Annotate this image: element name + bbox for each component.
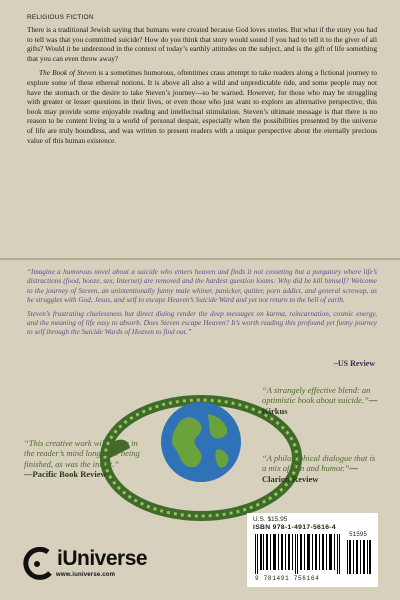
- book-title: The Book of Steven: [39, 68, 97, 78]
- publisher-name: iUniverse: [57, 547, 148, 570]
- addon-code: 51595: [349, 531, 368, 538]
- isbn: ISBN 978-1-4917-5616-4: [253, 524, 336, 531]
- genre-label: RELIGIOUS FICTION: [27, 14, 94, 21]
- kirkus-quote: [262, 385, 380, 416]
- quote-attribution: —Clarion Review: [262, 463, 358, 484]
- quote-text: “This creative work will linger in the reader’s mind long after being finished, as was the intent.”: [24, 438, 140, 469]
- quote-text: “A strangely effective blend: an optimistic book about suicide.”: [262, 385, 371, 406]
- clarion-review-quote: [262, 453, 380, 484]
- review-paragraph-1: “Imagine a humorous novel about a suicide who enters heaven and finds it not cosseting but a purgatory where life’s distractions (food, booze, sex, Internet) are removed and the hardest question looms: Why did he kill himself? Welcome to the journey of Steven, an unintentionally funny male whiner, panicker, quitter, porn addict, and general screwup, as he struggles with God, Jesus, and self to escape Heaven’s Suicide Ward and yet not return to the hell of earth.: [27, 268, 377, 305]
- us-review-attribution: –US Review: [333, 359, 375, 368]
- iuniverse-swoosh-icon: [18, 547, 56, 581]
- ean-number: 9 781491 756164: [255, 575, 320, 582]
- description: [27, 25, 377, 145]
- review-paragraph-2: Steven’s frustrating cluelessness but direct dialog render the deep messages on karma, reincarnation, cosmic energy, and the meaning of life easy to absorb. Does Steven escape Heaven? It’s worth reading this profound yet funny journey to self through the Suicide Wards of Heaven to find out.”: [27, 309, 377, 337]
- addon-barcode: [346, 534, 372, 574]
- pacific-book-review-quote: [24, 438, 142, 480]
- book-description-paragraph: [27, 68, 377, 145]
- publisher-url: www.iuniverse.com: [56, 572, 116, 578]
- barcode-box: [247, 513, 378, 587]
- intro-paragraph: There is a traditional Jewish saying that humans were created because God loves stories. But what if the story you had to tell was that you committed suicide? How do you think that story would sound if you had to tell it to the giver of all gifts? Would it be understood in the context of today’s earthly attitudes on the subject, and is the gift of life something that you can even throw away?: [27, 25, 377, 63]
- quote-attribution: —Kirkus: [262, 395, 378, 416]
- quote-text: “A philosophical dialogue that is a mix of Zen and humor.”: [262, 453, 376, 474]
- ean-barcode: [253, 534, 341, 574]
- us-review-quote: [27, 268, 377, 342]
- price: U.S. $15.95: [253, 516, 288, 523]
- divider: [0, 258, 400, 260]
- quote-attribution: —Pacific Book Review: [24, 469, 107, 480]
- book-description-text: is a sometimes humorous, oftentimes crass attempt to take readers along a fictional journey to explore some of these ethereal notions. It is above all also a wild and unpredictable ride, and some people may not have the stomach or the desire to take Steven’s journey—so be warned. However, for those who may be struggling with greater or lesser questions in their lives, or even those who just want to explore an alternative perspective, this book may provide some enjoyable reading and intellectual stimulation. Steven’s ultimate message is that there is no reason to be content living in a world of personal despair, especially when the possibilities presented by the universe of life are truly boundless, and was written to present readers with a unique perspective about the eternally precious value of this human existence.: [27, 68, 377, 145]
- publisher-logo: [18, 547, 168, 587]
